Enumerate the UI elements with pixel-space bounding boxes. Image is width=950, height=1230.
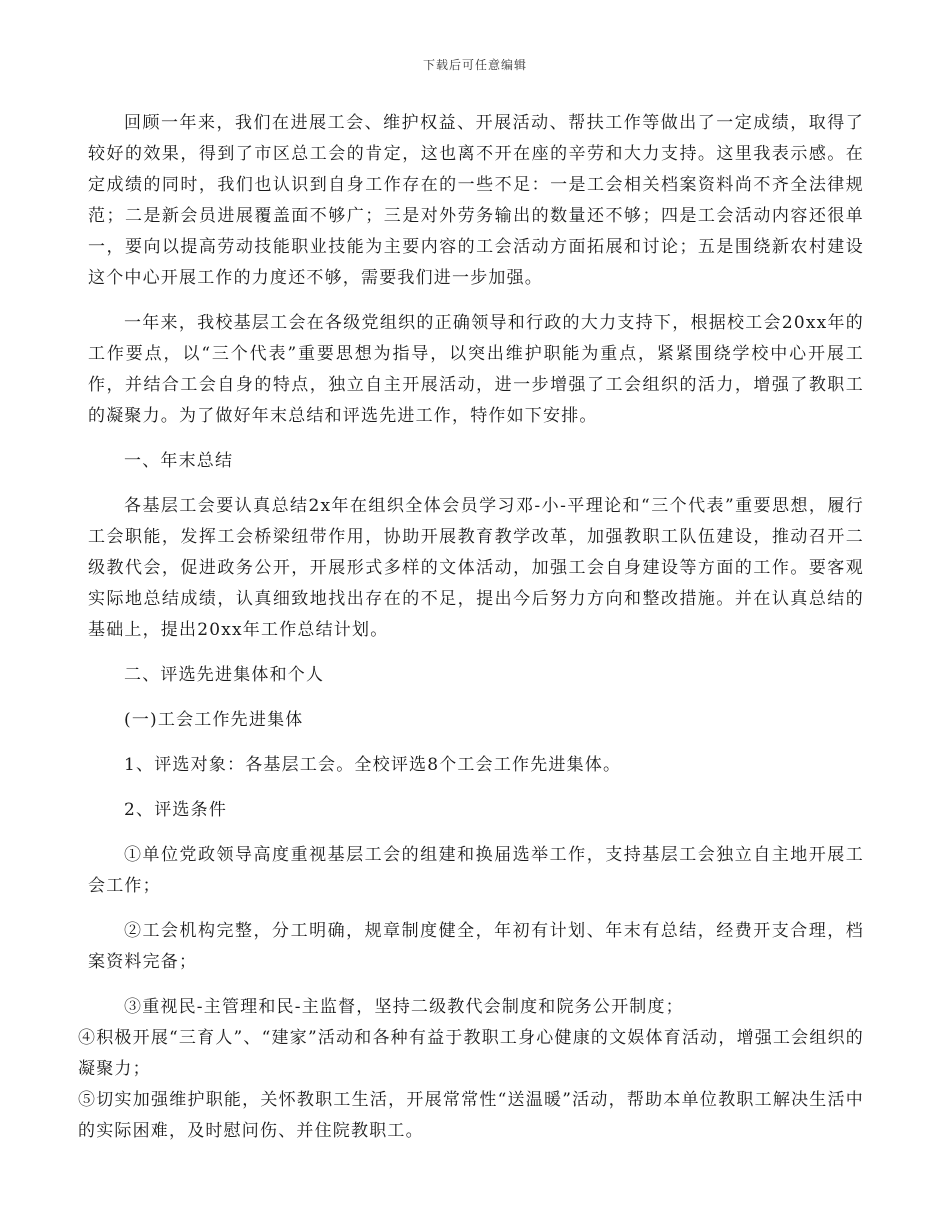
criteria-item-1: ①单位党政领导高度重视基层工会的组建和换届选举工作，支持基层工会独立自主地开展工会工作； [88,845,864,896]
paragraph-year-end-summary: 各基层工会要认真总结2x年在组织全体会员学习邓-小-平理论和“三个代表”重要思想，履行工会职能，发挥工会桥梁纽带作用，协助开展教育教学改革，加强教职工队伍建设，推动召开二级教代会，促进政务公开，开展形式多样的文体活动，加强工会自身建设等方面的工作。要客观实际地总结成绩，认真细致地找出存在的不足，提出今后努力方向和整改措施。并在认真总结的基础上，提出20xx年工作总结计划。 [88,496,864,640]
item-selection-target: 1、评选对象：各基层工会。全校评选8个工会工作先进集体。 [124,755,622,775]
heading-year-end-summary: 一、年末总结 [124,451,234,471]
page-header-note: 下载后可任意编辑 [422,58,527,72]
criteria-item-4: ④积极开展“三育人”、“建家”活动和各种有益于教职工身心健康的文娱体育活动，增强工会组织的凝聚力； [78,1028,864,1079]
paragraph-summary-intro: 一年来，我校基层工会在各级党组织的正确领导和行政的大力支持下，根据校工会20xx年的工作要点，以“三个代表”重要思想为指导，以突出维护职能为重点，紧紧围绕学校中心开展工作，并结合工会自身的特点，独立自主开展活动，进一步增强了工会组织的活力，增强了教职工的凝聚力。为了做好年末总结和评选先进工作，特作如下安排。 [88,313,864,426]
criteria-item-3: ③重视民-主管理和民-主监督，坚持二级教代会制度和院务公开制度； [124,997,684,1017]
criteria-item-2: ②工会机构完整，分工明确，规章制度健全，年初有计划、年末有总结，经费开支合理，档案资料完备； [88,921,864,972]
criteria-item-5: ⑤切实加强维护职能，关怀教职工生活，开展常常性“送温暖”活动，帮助本单位教职工解决生活中的实际困难，及时慰问伤、并住院教职工。 [78,1090,864,1141]
subheading-advanced-collective: (一)工会工作先进集体 [124,710,304,730]
heading-selection: 二、评选先进集体和个人 [124,665,325,685]
document-body [78,108,864,1147]
item-selection-criteria: 2、评选条件 [124,800,228,820]
paragraph-review: 回顾一年来，我们在进展工会、维护权益、开展活动、帮扶工作等做出了一定成绩，取得了较好的效果，得到了市区总工会的肯定，这也离不开在座的辛劳和大力支持。这里我表示感。在定成绩的同时，我们也认识到自身工作存在的一些不足：一是工会相关档案资料尚不齐全法律规范；二是新会员进展覆盖面不够广；三是对外劳务输出的数量还不够；四是工会活动内容还很单一，要向以提高劳动技能职业技能为主要内容的工会活动方面拓展和讨论；五是围绕新农村建设这个中心开展工作的力度还不够，需要我们进一步加强。 [88,113,864,288]
